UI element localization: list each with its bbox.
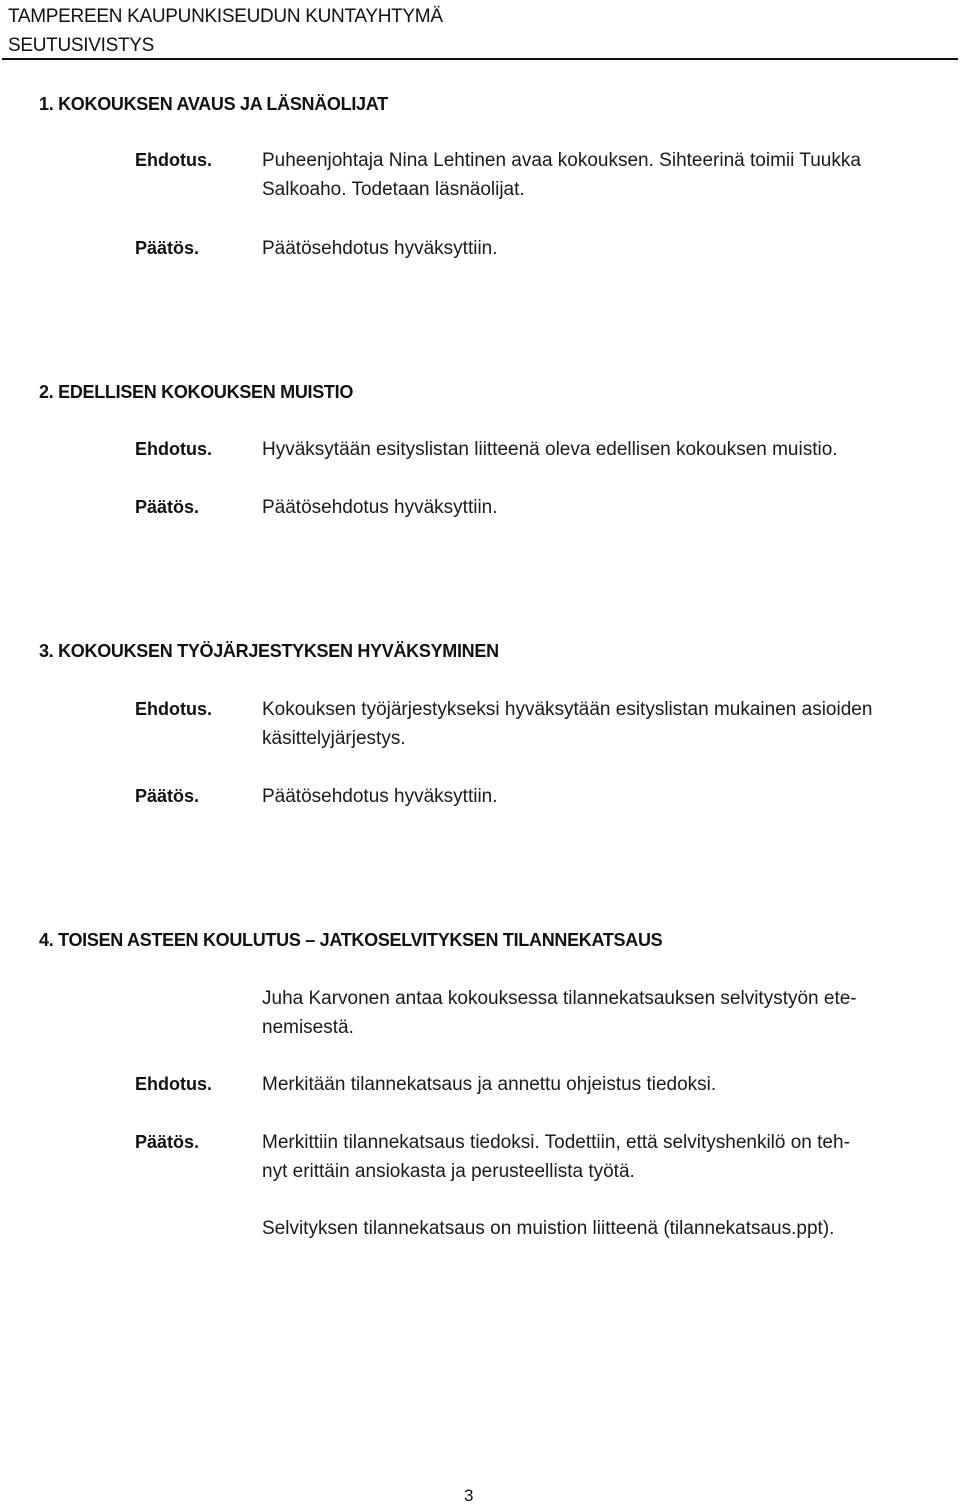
- section-2-decision: Päätösehdotus hyväksyttiin.: [262, 497, 498, 518]
- organization-name: TAMPEREEN KAUPUNKISEUDUN KUNTAYHTYMÄ: [8, 6, 443, 27]
- section-3-proposal-label: Ehdotus.: [135, 699, 212, 719]
- document-header: [8, 2, 952, 60]
- section-4-proposal: Merkitään tilannekatsaus ja annettu ohjeistus tiedoksi.: [262, 1074, 717, 1095]
- section-4-decision-line-2: nyt erittäin ansiokasta ja perusteellista työtä.: [262, 1161, 635, 1182]
- section-4-intro-line-1: Juha Karvonen antaa kokouksessa tilannekatsauksen selvitystyön ete-: [262, 988, 857, 1009]
- section-2-proposal-label: Ehdotus.: [135, 439, 212, 459]
- header-divider: [2, 58, 958, 60]
- section-4-decision-line-1: Merkittiin tilannekatsaus tiedoksi. Todettiin, että selvityshenkilö on teh-: [262, 1132, 850, 1153]
- section-4-intro: [262, 984, 952, 1042]
- section-4-note: Selvityksen tilannekatsaus on muistion liitteenä (tilannekatsaus.ppt).: [262, 1218, 835, 1239]
- section-1-proposal-label: Ehdotus.: [135, 150, 212, 170]
- section-4-intro-line-2: nemisestä.: [262, 1017, 354, 1038]
- section-3-decision: Päätösehdotus hyväksyttiin.: [262, 786, 498, 807]
- section-1-proposal: [262, 146, 952, 204]
- section-1-decision: Päätösehdotus hyväksyttiin.: [262, 238, 498, 259]
- section-3-proposal-line-2: käsittelyjärjestys.: [262, 728, 406, 749]
- section-4-proposal-label: Ehdotus.: [135, 1074, 212, 1094]
- section-1-title: 1. KOKOUKSEN AVAUS JA LÄSNÄOLIJAT: [39, 94, 388, 114]
- section-3-title: 3. KOKOUKSEN TYÖJÄRJESTYKSEN HYVÄKSYMINEN: [39, 641, 499, 661]
- section-3-decision-label: Päätös.: [135, 786, 200, 806]
- section-2-proposal: Hyväksytään esityslistan liitteenä oleva edellisen kokouksen muistio.: [262, 439, 838, 460]
- page-number: 3: [464, 1486, 474, 1505]
- section-1-decision-label: Päätös.: [135, 238, 200, 258]
- section-1-proposal-line-2: Salkoaho. Todetaan läsnäolijat.: [262, 179, 525, 200]
- section-4-decision-label: Päätös.: [135, 1132, 200, 1152]
- section-3-proposal-line-1: Kokouksen työjärjestykseksi hyväksytään esityslistan mukainen asioiden: [262, 699, 873, 720]
- section-1-proposal-line-1: Puheenjohtaja Nina Lehtinen avaa kokouksen. Sihteerinä toimii Tuukka: [262, 150, 861, 171]
- section-2-decision-label: Päätös.: [135, 497, 200, 517]
- section-3-proposal: [262, 695, 952, 753]
- section-4-decision: [262, 1128, 952, 1186]
- section-4-title: 4. TOISEN ASTEEN KOULUTUS – JATKOSELVITYKSEN TILANNEKATSAUS: [39, 930, 663, 950]
- department-name: SEUTUSIVISTYS: [8, 35, 155, 56]
- section-2-title: 2. EDELLISEN KOKOUKSEN MUISTIO: [39, 382, 354, 402]
